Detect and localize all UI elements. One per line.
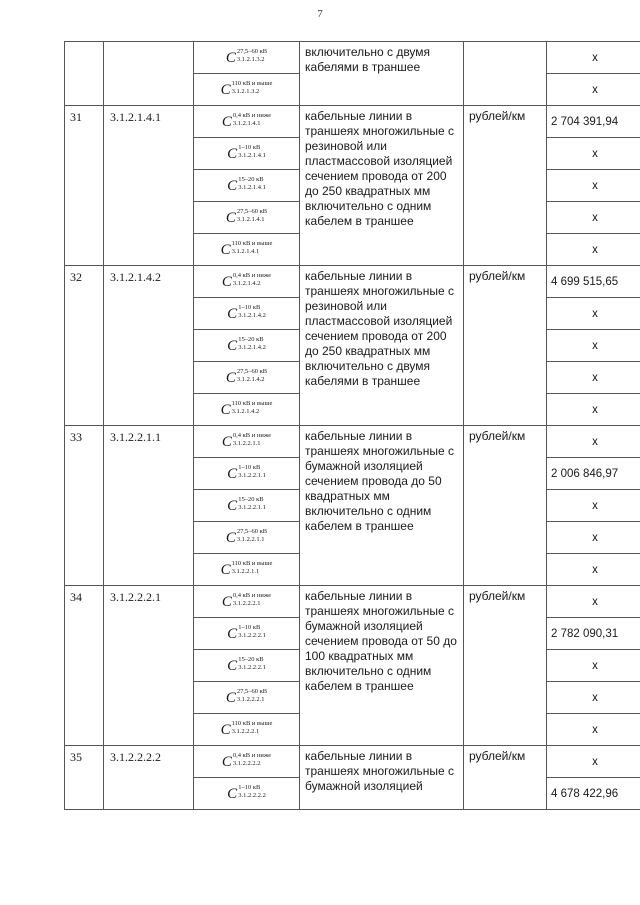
symbol-letter: C <box>220 402 231 418</box>
item-number: 33 <box>65 426 104 586</box>
tariff-table <box>64 41 640 810</box>
item-number: 34 <box>65 586 104 746</box>
rate-symbol <box>222 272 271 290</box>
symbol-letter: C <box>221 594 232 610</box>
item-description: кабельные линии в траншеях многожильные с бумажной изоляцией сечением провода от 50 до 100 квадратных мм включительно с одним кабелем в траншее <box>300 586 464 746</box>
item-number: 31 <box>65 106 104 266</box>
voltage-label: 0,4 кВ и ниже <box>232 272 272 279</box>
item-code: 3.1.2.1.4.1 <box>104 106 194 266</box>
symbol-letter: C <box>227 306 238 322</box>
rate-symbol <box>221 560 273 578</box>
voltage-label: 15–20 кВ <box>238 176 264 183</box>
rate-symbol <box>227 496 266 514</box>
item-unit: рублей/км <box>464 426 547 586</box>
voltage-label: 110 кВ и выше <box>231 80 273 87</box>
symbol-letter: C <box>225 690 236 706</box>
rate-symbol <box>226 208 267 226</box>
rate-symbol-cell <box>194 522 300 554</box>
symbol-subscript: 3.1.2.1.3.2 <box>231 88 260 95</box>
rate-symbol <box>226 688 267 706</box>
rate-not-applicable: x <box>547 202 640 234</box>
rate-symbol-cell <box>194 458 300 490</box>
item-unit: рублей/км <box>464 746 547 810</box>
rate-symbol-cell <box>194 362 300 394</box>
voltage-label: 27,5–60 кВ <box>236 688 268 695</box>
rate-not-applicable: x <box>547 714 640 746</box>
rate-symbol <box>227 144 266 162</box>
rate-symbol-cell <box>194 234 300 266</box>
symbol-subscript: 3.1.2.2.1.1 <box>231 568 260 575</box>
rate-symbol <box>227 656 266 674</box>
item-unit: рублей/км <box>464 266 547 426</box>
rate-symbol-cell <box>194 490 300 522</box>
rate-symbol <box>221 80 273 98</box>
voltage-label: 1–10 кВ <box>238 624 261 631</box>
symbol-subscript: 3.1.2.2.2.1 <box>231 728 260 735</box>
rate-symbol <box>227 176 266 194</box>
rate-not-applicable: x <box>547 362 640 394</box>
rate-not-applicable: x <box>547 490 640 522</box>
voltage-label: 0,4 кВ и ниже <box>232 432 272 439</box>
rate-symbol-cell <box>194 394 300 426</box>
rate-symbol-cell <box>194 74 300 106</box>
symbol-subscript: 3.1.2.1.4.2 <box>238 312 266 319</box>
voltage-label: 1–10 кВ <box>238 304 261 311</box>
item-description: кабельные линии в траншеях многожильные с резиновой или пластмассовой изоляцией сечением провода от 200 до 250 квадратных мм включительно с двумя кабелями в траншее <box>300 266 464 426</box>
rate-not-applicable: x <box>547 650 640 682</box>
voltage-label: 15–20 кВ <box>238 656 264 663</box>
rate-value: 4 699 515,65 <box>547 266 640 298</box>
symbol-subscript: 3.1.2.2.1.1 <box>238 504 266 511</box>
rate-symbol-cell <box>194 330 300 362</box>
symbol-letter: C <box>227 178 238 194</box>
symbol-letter: C <box>220 722 231 738</box>
symbol-subscript: 3.1.2.1.4.1 <box>238 184 266 191</box>
rate-not-applicable: x <box>547 586 640 618</box>
rate-symbol <box>227 304 266 322</box>
symbol-subscript: 3.1.2.2.1.1 <box>238 472 266 479</box>
item-number: 35 <box>65 746 104 810</box>
rate-symbol <box>222 432 271 450</box>
voltage-label: 15–20 кВ <box>238 336 264 343</box>
rate-symbol <box>221 240 273 258</box>
rate-value: 4 678 422,96 <box>547 778 640 810</box>
rate-symbol-cell <box>194 714 300 746</box>
item-description: кабельные линии в траншеях многожильные с бумажной изоляцией сечением провода до 50 квадратных мм включительно с одним кабелем в траншее <box>300 426 464 586</box>
rate-value: 2 704 391,94 <box>547 106 640 138</box>
rate-symbol-cell <box>194 554 300 586</box>
symbol-subscript: 3.1.2.1.4.2 <box>236 376 265 383</box>
rate-symbol <box>227 464 266 482</box>
rate-symbol-cell <box>194 266 300 298</box>
voltage-label: 110 кВ и выше <box>231 720 273 727</box>
rate-symbol <box>226 48 267 66</box>
voltage-label: 1–10 кВ <box>238 784 261 791</box>
rate-symbol <box>227 624 266 642</box>
rate-symbol <box>222 112 271 130</box>
item-code-cell <box>104 42 194 106</box>
voltage-label: 0,4 кВ и ниже <box>232 752 272 759</box>
symbol-letter: C <box>220 562 231 578</box>
symbol-letter: C <box>227 338 238 354</box>
table-row <box>65 586 640 618</box>
symbol-letter: C <box>220 82 231 98</box>
item-number: 32 <box>65 266 104 426</box>
item-code: 3.1.2.2.2.1 <box>104 586 194 746</box>
rate-value: 2 006 846,97 <box>547 458 640 490</box>
symbol-letter: C <box>221 114 232 130</box>
rate-not-applicable: x <box>547 234 640 266</box>
rate-symbol <box>221 400 273 418</box>
rate-symbol <box>221 720 273 738</box>
rate-symbol-cell <box>194 202 300 234</box>
symbol-subscript: 3.1.2.2.1.1 <box>236 536 265 543</box>
symbol-letter: C <box>227 146 238 162</box>
rate-symbol-cell <box>194 682 300 714</box>
item-description: кабельные линии в траншеях многожильные с резиновой или пластмассовой изоляцией сечением провода от 200 до 250 квадратных мм включительно с одним кабелем в траншее <box>300 106 464 266</box>
symbol-letter: C <box>220 242 231 258</box>
rate-symbol <box>227 784 266 802</box>
voltage-label: 27,5–60 кВ <box>236 368 268 375</box>
voltage-label: 1–10 кВ <box>238 464 261 471</box>
symbol-letter: C <box>221 274 232 290</box>
rate-symbol <box>222 752 271 770</box>
rate-symbol-cell <box>194 746 300 778</box>
voltage-label: 27,5–60 кВ <box>236 48 268 55</box>
rate-not-applicable: x <box>547 74 640 106</box>
symbol-subscript: 3.1.2.1.4.2 <box>238 344 266 351</box>
symbol-letter: C <box>225 210 236 226</box>
rate-not-applicable: x <box>547 138 640 170</box>
item-description: кабельные линии в траншеях многожильные с бумажной изоляцией <box>300 746 464 810</box>
item-unit: рублей/км <box>464 106 547 266</box>
page-number: 7 <box>317 8 323 20</box>
item-unit-cell <box>464 42 547 106</box>
symbol-letter: C <box>227 658 238 674</box>
symbol-letter: C <box>225 50 236 66</box>
symbol-letter: C <box>225 370 236 386</box>
symbol-subscript: 3.1.2.2.2.1 <box>238 632 266 639</box>
voltage-label: 110 кВ и выше <box>231 560 273 567</box>
voltage-label: 0,4 кВ и ниже <box>232 112 272 119</box>
rate-symbol-cell <box>194 650 300 682</box>
symbol-subscript: 3.1.2.1.3.2 <box>236 56 265 63</box>
rate-symbol-cell <box>194 586 300 618</box>
symbol-subscript: 3.1.2.1.4.1 <box>238 152 266 159</box>
table-row <box>65 266 640 298</box>
symbol-subscript: 3.1.2.2.2.1 <box>236 696 265 703</box>
rate-not-applicable: x <box>547 298 640 330</box>
rate-symbol <box>226 528 267 546</box>
symbol-subscript: 3.1.2.1.4.1 <box>232 120 261 127</box>
rate-symbol-cell <box>194 778 300 810</box>
symbol-subscript: 3.1.2.2.2.1 <box>232 600 261 607</box>
voltage-label: 15–20 кВ <box>238 496 264 503</box>
table-row <box>65 42 640 74</box>
rate-symbol-cell <box>194 426 300 458</box>
rate-symbol-cell <box>194 618 300 650</box>
symbol-subscript: 3.1.2.1.4.2 <box>232 280 261 287</box>
rate-symbol-cell <box>194 138 300 170</box>
item-number-cell <box>65 42 104 106</box>
item-description: включительно с двумя кабелями в траншее <box>300 42 464 106</box>
rate-symbol <box>226 368 267 386</box>
symbol-subscript: 3.1.2.1.4.2 <box>231 408 260 415</box>
item-code: 3.1.2.1.4.2 <box>104 266 194 426</box>
rate-symbol-cell <box>194 42 300 74</box>
rate-symbol-cell <box>194 170 300 202</box>
rate-value: 2 782 090,31 <box>547 618 640 650</box>
symbol-letter: C <box>227 466 238 482</box>
symbol-subscript: 3.1.2.2.2.2 <box>238 792 266 799</box>
symbol-subscript: 3.1.2.2.2.2 <box>232 760 261 767</box>
rate-not-applicable: x <box>547 42 640 74</box>
table-row <box>65 106 640 138</box>
rate-not-applicable: x <box>547 522 640 554</box>
symbol-letter: C <box>221 754 232 770</box>
rate-not-applicable: x <box>547 554 640 586</box>
rate-not-applicable: x <box>547 394 640 426</box>
table-row <box>65 426 640 458</box>
item-unit: рублей/км <box>464 586 547 746</box>
voltage-label: 110 кВ и выше <box>231 240 273 247</box>
voltage-label: 110 кВ и выше <box>231 400 273 407</box>
rate-symbol <box>227 336 266 354</box>
item-code: 3.1.2.2.1.1 <box>104 426 194 586</box>
item-code: 3.1.2.2.2.2 <box>104 746 194 810</box>
symbol-subscript: 3.1.2.2.2.1 <box>238 664 266 671</box>
symbol-letter: C <box>225 530 236 546</box>
rate-not-applicable: x <box>547 330 640 362</box>
symbol-letter: C <box>227 626 238 642</box>
rate-not-applicable: x <box>547 170 640 202</box>
table-row <box>65 746 640 778</box>
symbol-subscript: 3.1.2.1.4.1 <box>236 216 265 223</box>
rate-symbol-cell <box>194 298 300 330</box>
rate-symbol <box>222 592 271 610</box>
symbol-subscript: 3.1.2.1.4.1 <box>231 248 260 255</box>
rate-not-applicable: x <box>547 682 640 714</box>
voltage-label: 0,4 кВ и ниже <box>232 592 272 599</box>
symbol-letter: C <box>227 498 238 514</box>
voltage-label: 27,5–60 кВ <box>236 208 268 215</box>
voltage-label: 27,5–60 кВ <box>236 528 268 535</box>
rate-symbol-cell <box>194 106 300 138</box>
symbol-letter: C <box>221 434 232 450</box>
voltage-label: 1–10 кВ <box>238 144 261 151</box>
rate-not-applicable: x <box>547 746 640 778</box>
symbol-letter: C <box>227 786 238 802</box>
symbol-subscript: 3.1.2.2.1.1 <box>232 440 261 447</box>
rate-not-applicable: x <box>547 426 640 458</box>
